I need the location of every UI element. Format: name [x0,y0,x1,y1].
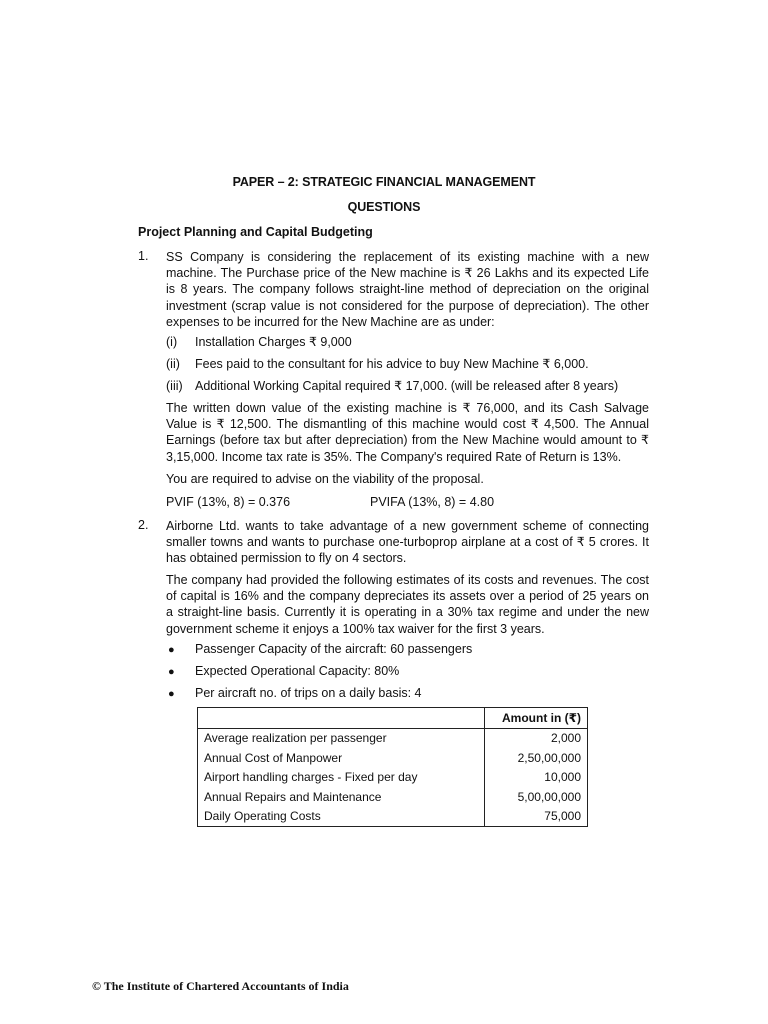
list-item-label: (i) [166,335,178,349]
list-item-text: Installation Charges ₹ 9,000 [195,335,352,349]
table-cell-amount: 75,000 [485,807,588,827]
table-cell-amount: 5,00,00,000 [485,787,588,807]
list-item [166,356,589,371]
list-item-label: (ii) [166,357,180,371]
table-header-item [198,708,485,729]
question-1-requirement: You are required to advise on the viability of the proposal. [166,472,484,486]
table-header-amount: Amount in (₹) [485,708,588,729]
question-2-paragraph: The company had provided the following estimates of its costs and revenues. The cost of capital is 16% and the company depreciates its assets over a period of 25 years on a straight-line basis. Currently it is operating in a 30% tax regime and under the new government scheme it enjoys a 100% tax waiver for the first 3 years. [166,573,649,636]
question-number: 1. [138,249,149,263]
question-1-paragraph: The written down value of the existing machine is ₹ 76,000, and its Cash Salvage Value is ₹ 12,500. The dismantling of this machine would cost ₹ 4,500. The Annual Earnings (before tax but after depreciation) from the New Machine would amount to ₹ 3,15,000. Income tax rate is 35%. The Company's required Rate of Return is 13%. [166,401,649,464]
table-row [198,768,588,788]
list-item [168,642,472,656]
table-cell-item: Annual Repairs and Maintenance [198,787,485,807]
list-item [166,334,352,349]
table-row [198,748,588,768]
question-1-intro: SS Company is considering the replacement of its existing machine with a new machine. The Purchase price of the New machine is ₹ 26 Lakhs and its expected Life is 8 years. The company follows straight-line method of depreciation on the original investment (scrap value is not considered for the purpose of depreciation). The other expenses to be incurred for the New Machine are as under: [166,250,649,329]
table-cell-amount: 2,000 [485,728,588,748]
bullet-text: Per aircraft no. of trips on a daily basis: 4 [195,686,422,700]
bullet-icon: ● [168,644,175,656]
table-row [198,728,588,748]
table-row [198,807,588,827]
pvif-value: PVIF (13%, 8) = 0.376 [166,495,291,509]
table-cell-item: Average realization per passenger [198,728,485,748]
list-item [168,686,422,700]
list-item-text: Fees paid to the consultant for his advice to buy New Machine ₹ 6,000. [195,357,589,371]
bullet-icon: ● [168,666,175,678]
page-footer: © The Institute of Chartered Accountants of India [92,979,349,993]
cost-table [197,707,588,827]
section-title: Project Planning and Capital Budgeting [138,225,373,239]
table-cell-item: Annual Cost of Manpower [198,748,485,768]
paper-title: PAPER – 2: STRATEGIC FINANCIAL MANAGEMENT [232,175,536,189]
bullet-icon: ● [168,688,175,700]
list-item-text: Additional Working Capital required ₹ 17,000. (will be released after 8 years) [195,379,619,393]
table-cell-item: Daily Operating Costs [198,807,485,827]
list-item-label: (iii) [166,379,183,393]
list-item [168,664,399,678]
table-cell-amount: 2,50,00,000 [485,748,588,768]
bullet-text: Expected Operational Capacity: 80% [195,664,400,678]
pvifa-value: PVIFA (13%, 8) = 4.80 [370,495,495,509]
list-item [166,378,618,393]
table-row [198,787,588,807]
table-header-row [198,708,588,729]
question-number: 2. [138,518,149,532]
table-cell-amount: 10,000 [485,768,588,788]
bullet-text: Passenger Capacity of the aircraft: 60 passengers [195,642,473,656]
question-2-intro: Airborne Ltd. wants to take advantage of a new government scheme of connecting smaller towns and wants to purchase one-turboprop airplane at a cost of ₹ 5 crores. It has obtained permission to fly on 4 sectors. [166,519,649,566]
questions-heading: QUESTIONS [347,200,421,214]
table-cell-item: Airport handling charges - Fixed per day [198,768,485,788]
